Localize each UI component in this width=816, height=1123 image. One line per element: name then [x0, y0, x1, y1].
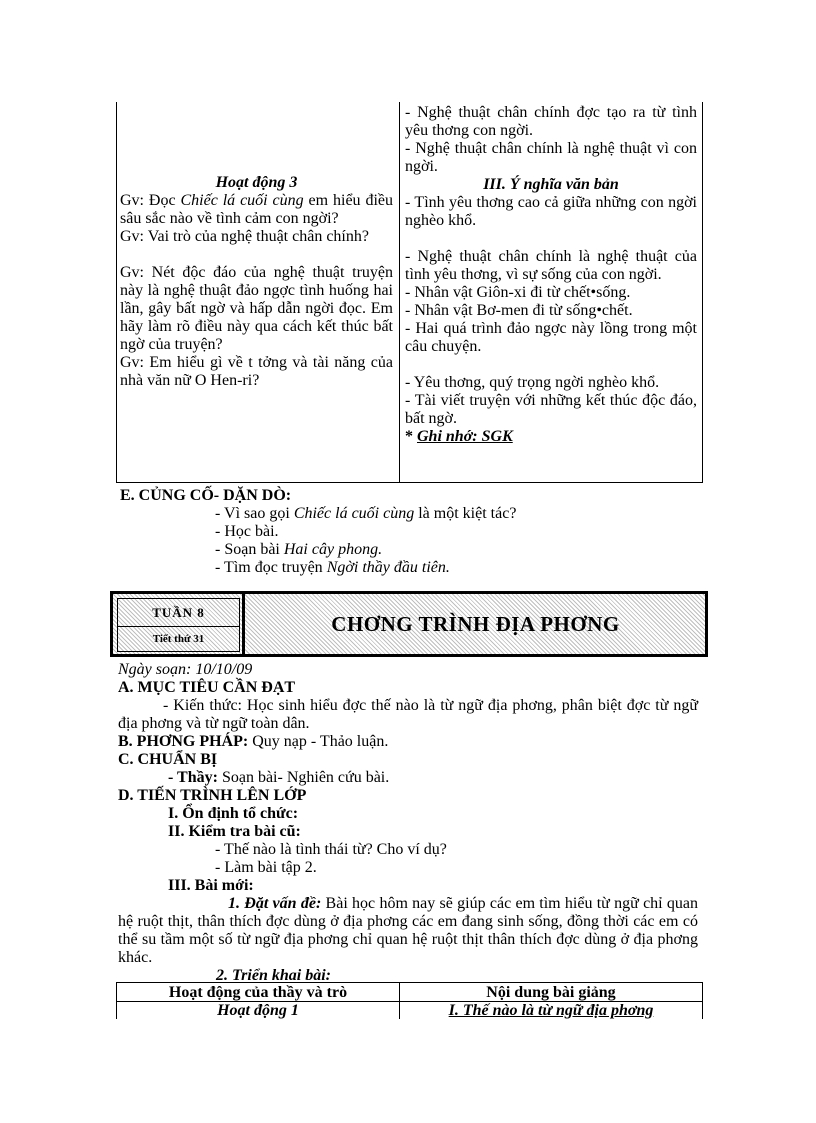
section-d-heading: D. TIẾN TRÌNH LÊN LỚP	[118, 787, 307, 804]
header-content: Nội dung bài giảng	[486, 984, 616, 1001]
content-item: - Hai quá trình đảo ngợc này lồng trong một câu chuyện.	[405, 320, 697, 355]
question-3: Gv: Nét độc đáo của nghệ thuật truyện này là nghệ thuật đảo ngợc tình huống hai lần, gây bất ngờ và hấp dẫn ngời đọc. Em hãy làm rõ điều này qua cách kết thúc bất ngờ của truyện?	[120, 264, 393, 353]
teaching-table	[116, 982, 703, 1019]
consolidation-section	[120, 487, 720, 577]
teacher-activity-column	[120, 102, 393, 390]
content-item: - Tài viết truyện với những kết thúc độc đáo, bất ngờ.	[405, 392, 697, 427]
step-3: III. Bài mới:	[168, 877, 254, 894]
period-label: Tiết thứ 31	[152, 633, 205, 645]
week-box	[117, 598, 240, 652]
content-item: - Nghệ thuật chân chính đợc tạo ra từ tình yêu thơng con ngời.	[405, 104, 697, 139]
content-item: - Yêu thơng, quý trọng ngời nghèo khổ.	[405, 374, 660, 391]
section-heading-meaning: III. Ý nghĩa văn bản	[483, 176, 619, 193]
summary-note: * Ghi nhớ: SGK	[405, 428, 513, 445]
content-item: - Nhân vật Bơ-men đi từ sống•chết.	[405, 302, 633, 319]
review-item: - Vì sao gọi Chiếc lá cuối cùng là một kiệt tác?	[215, 505, 517, 522]
lesson-title: CHƠNG TRÌNH ĐỊA PHƠNG	[331, 612, 620, 636]
objective-text: - Kiến thức: Học sinh hiểu đợc thế nào là từ ngữ địa phơng, phân biệt đợc từ ngữ địa phơng và từ ngữ toàn dân.	[118, 697, 698, 732]
introduction-paragraph: 1. Đặt vấn đề: Bài học hôm nay sẽ giúp các em tìm hiểu từ ngữ chỉ quan hệ ruột thịt, thân thích đợc dùng ở địa phơng các em đang sinh sống, đồng thời các em có thể su tầm một số từ ngữ địa phơng chỉ quan hệ ruột thịt thân thích đợc dùng ở địa phơng khác.	[118, 895, 699, 966]
lesson-content-column	[405, 104, 697, 446]
week-label: TUẦN 8	[118, 599, 239, 627]
step-2-item: - Làm bài tập 2.	[215, 859, 317, 876]
preparation-line: - Thầy: Soạn bài- Nghiên cứu bài.	[168, 769, 390, 786]
prepared-date: Ngày soạn: 10/10/09	[118, 661, 253, 678]
question-2: Gv: Vai trò của nghệ thuật chân chính?	[120, 228, 369, 245]
step-3-2: 2. Triển khai bài:	[216, 967, 331, 984]
content-item: - Nghệ thuật chân chính là nghệ thuật vì con ngời.	[405, 140, 697, 175]
step-2: II. Kiểm tra bài cũ:	[168, 823, 301, 840]
activity-1-label: Hoạt động 1	[217, 1002, 299, 1019]
section-a-heading: A. MỤC TIÊU CẦN ĐẠT	[118, 679, 296, 696]
header-activities: Hoạt động của thầy và trò	[168, 984, 348, 1001]
content-item: - Nhân vật Giôn-xi đi từ chết•sống.	[405, 284, 631, 301]
lesson-banner	[110, 591, 708, 657]
activity-heading: Hoạt động 3	[215, 174, 298, 191]
lesson-body	[118, 661, 698, 985]
content-item: - Tình yêu thơng cao cả giữa những con ngời nghèo khổ.	[405, 194, 697, 229]
activity-table	[116, 102, 703, 483]
method-line: B. PHƠNG PHÁP: Quy nạp - Thảo luận.	[118, 733, 389, 750]
review-item: - Học bài.	[215, 523, 279, 540]
content-item: - Nghệ thuật chân chính là nghệ thuật của tình yêu thơng, vì sự sống của con ngời.	[405, 248, 697, 283]
question-1: Gv: Đọc Chiếc lá cuối cùng em hiểu điều sâu sắc nào về tình cảm con ngời?	[120, 192, 394, 227]
section-e-heading: E. CỦNG CỐ- DẶN DÒ:	[120, 487, 292, 504]
review-item: - Tìm đọc truyện Ngời thầy đầu tiên.	[215, 559, 450, 576]
step-1: I. Ổn định tổ chức:	[168, 805, 299, 822]
table-column-divider	[399, 102, 400, 482]
question-4: Gv: Em hiểu gì về t tởng và tài năng của nhà văn nữ O Hen-ri?	[120, 354, 393, 389]
step-2-item: - Thế nào là tình thái từ? Cho ví dụ?	[215, 841, 447, 858]
content-1-heading: I. Thế nào là từ ngữ địa phơng	[448, 1002, 654, 1019]
banner-divider	[242, 594, 245, 654]
section-c-heading: C. CHUẨN BỊ	[118, 751, 218, 768]
review-item: - Soạn bài Hai cây phong.	[215, 541, 383, 558]
